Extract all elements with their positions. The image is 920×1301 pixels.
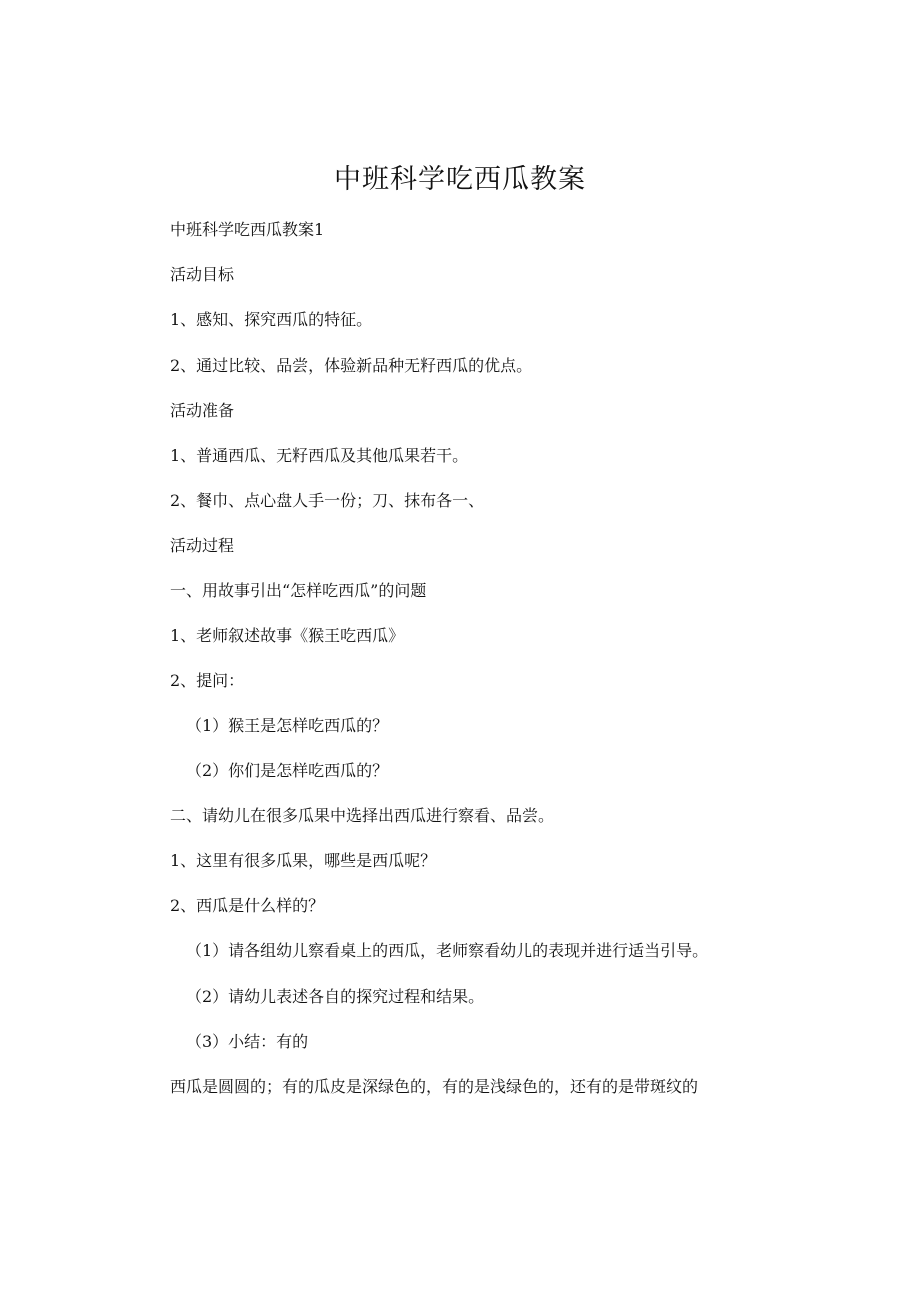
paragraph-indented: （2）你们是怎样吃西瓜的？ [186,761,389,780]
heading-activity-preparation: 活动准备 [170,401,235,420]
document-title: 中班科学吃西瓜教案 [334,164,586,195]
paragraph: 1、老师叙述故事《猴王吃西瓜》 [170,626,405,645]
paragraph: 一、用故事引出“怎样吃西瓜”的问题 [170,581,427,600]
paragraph: 2、通过比较、品尝，体验新品种无籽西瓜的优点。 [170,356,533,375]
paragraph: 1、普通西瓜、无籽西瓜及其他瓜果若干。 [170,446,469,465]
paragraph: 2、餐巾、点心盘人手一份；刀、抹布各一、 [170,491,485,510]
heading-activity-process: 活动过程 [170,536,235,555]
paragraph: 1、感知、探究西瓜的特征。 [170,310,373,329]
paragraph: 2、西瓜是什么样的？ [170,896,325,915]
section-heading-plan-1: 中班科学吃西瓜教案1 [170,220,325,239]
paragraph-indented: （2）请幼儿表述各自的探究过程和结果。 [186,987,485,1006]
paragraph-indented: （1）猴王是怎样吃西瓜的？ [186,716,389,735]
heading-activity-goals: 活动目标 [170,265,235,284]
paragraph: 1、这里有很多瓜果，哪些是西瓜呢？ [170,851,437,870]
paragraph-indented: （3）小结：有的 [186,1032,309,1051]
paragraph-indented: （1）请各组幼儿察看桌上的西瓜，老师察看幼儿的表现并进行适当引导。 [186,941,709,960]
paragraph: 西瓜是圆圆的；有的瓜皮是深绿色的，有的是浅绿色的，还有的是带斑纹的 [170,1077,699,1096]
paragraph: 二、请幼儿在很多瓜果中选择出西瓜进行察看、品尝。 [170,806,555,825]
paragraph: 2、提问： [170,671,245,690]
